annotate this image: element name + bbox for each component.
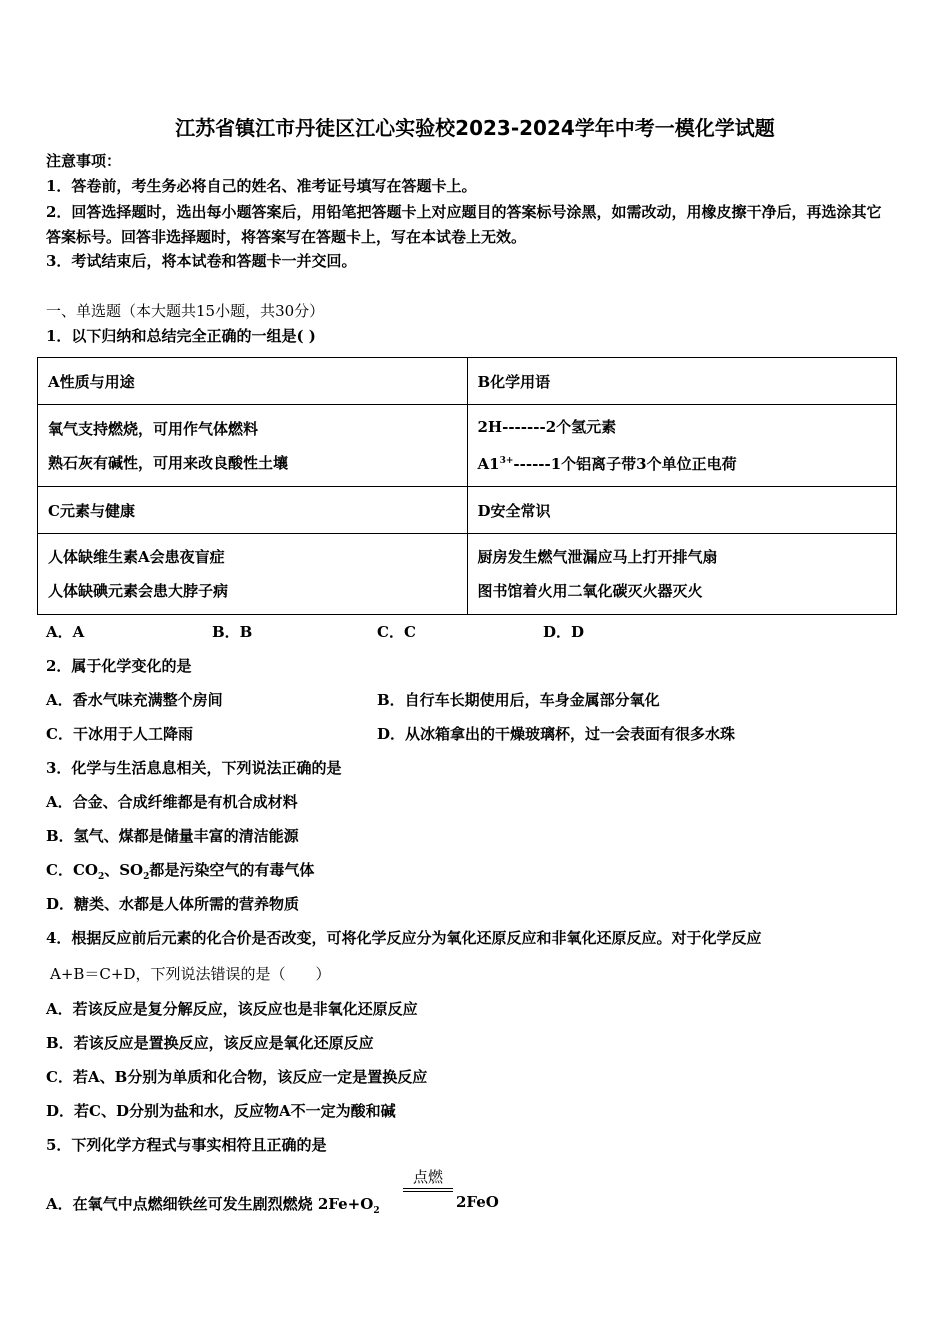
notice-item: 2．回答选择题时，选出每小题答案后，用铅笔把答题卡上对应题目的答案标号涂黑，如需改动，用橡皮擦干净后，再选涂其它答案标号。回答非选择题时，将答案写在答题卡上，写在本试卷上无效。 bbox=[46, 203, 882, 246]
q1-table bbox=[37, 357, 897, 615]
question-stem: A+B＝C+D，下列说法错误的是（ ） bbox=[50, 965, 331, 983]
answer-option: A．若该反应是复分解反应，该反应也是非氧化还原反应 bbox=[46, 1000, 418, 1018]
cell-text: 图书馆着火用二氧化碳灭火器灭火 bbox=[477, 582, 703, 600]
table-cell bbox=[38, 534, 468, 615]
answer-option: A．在氧气中点燃细铁丝可发生剧烈燃烧 $2Fe+O_2$ bbox=[46, 1195, 380, 1216]
answer-option: B．B bbox=[212, 623, 253, 641]
reaction-condition bbox=[403, 1166, 453, 1192]
cell-text: 厨房发生燃气泄漏应马上打开排气扇 bbox=[477, 548, 718, 566]
table-cell bbox=[467, 405, 897, 487]
answer-option: C．C bbox=[377, 623, 416, 641]
table-cell bbox=[467, 534, 897, 615]
answer-option: D．D bbox=[543, 623, 585, 641]
table-cell bbox=[467, 487, 897, 534]
question-stem: 5．下列化学方程式与事实相符且正确的是 bbox=[46, 1136, 327, 1154]
cell-heading: C元素与健康 bbox=[48, 501, 135, 520]
cell-heading: B化学用语 bbox=[477, 372, 551, 391]
table-cell bbox=[38, 405, 468, 487]
cell-heading: A性质与用途 bbox=[48, 372, 135, 391]
answer-option: C．$CO_2$、$SO_2$都是污染空气的有毒气体 bbox=[46, 861, 315, 882]
condition-label: 点燃 bbox=[412, 1168, 443, 1186]
answer-option: A．合金、合成纤维都是有机合成材料 bbox=[46, 793, 298, 811]
equals-sign bbox=[403, 1188, 453, 1192]
answer-option: D．若C、D分别为盐和水，反应物A不一定为酸和碱 bbox=[46, 1102, 396, 1120]
table-cell bbox=[38, 487, 468, 534]
answer-option: B．自行车长期使用后，车身金属部分氧化 bbox=[377, 691, 660, 709]
answer-option: B．氢气、煤都是储量丰富的清洁能源 bbox=[46, 827, 299, 845]
notice-heading: 注意事项： bbox=[46, 152, 122, 170]
question-stem: 4．根据反应前后元素的化合价是否改变，可将化学反应分为氧化还原反应和非氧化还原反应。对于化学反应 bbox=[46, 929, 762, 947]
answer-option: A．A bbox=[46, 623, 85, 641]
notice-item: 1．答卷前，考生务必将自己的姓名、准考证号填写在答题卡上。 bbox=[46, 177, 477, 195]
page-title: 江苏省镇江市丹徒区江心实验校2023-2024学年中考一模化学试题 bbox=[175, 116, 775, 140]
question-stem: 2．属于化学变化的是 bbox=[46, 657, 192, 675]
cell-text: 2H-------2个氢元素 bbox=[477, 418, 617, 436]
answer-option: D．从冰箱拿出的干燥玻璃杯，过一会表面有很多水珠 bbox=[377, 725, 736, 743]
cell-heading: D安全常识 bbox=[477, 501, 551, 520]
cell-text: 熟石灰有碱性，可用来改良酸性土壤 bbox=[48, 453, 289, 472]
cell-text: $A1^{3+}------1$个铝离子带3个单位正电荷 bbox=[477, 455, 737, 473]
answer-option: C．干冰用于人工降雨 bbox=[46, 725, 193, 743]
cell-text: 氧气支持燃烧，可用作气体燃料 bbox=[48, 419, 259, 438]
question-stem: 1．以下归纳和总结完全正确的一组是( ) bbox=[46, 327, 316, 345]
table-cell bbox=[467, 358, 897, 405]
answer-option: A．香水气味充满整个房间 bbox=[46, 691, 223, 709]
answer-option: B．若该反应是置换反应，该反应是氧化还原反应 bbox=[46, 1034, 374, 1052]
notice-item: 3．考试结束后，将本试卷和答题卡一并交回。 bbox=[46, 252, 357, 270]
question-stem: 3．化学与生活息息相关，下列说法正确的是 bbox=[46, 759, 342, 777]
section-heading: 一、单选题（本大题共15小题，共30分） bbox=[46, 302, 325, 320]
answer-option: C．若A、B分别为单质和化合物，该反应一定是置换反应 bbox=[46, 1068, 428, 1086]
cell-text: 人体缺碘元素会患大脖子病 bbox=[48, 582, 229, 600]
equation-product: 2FeO bbox=[456, 1193, 499, 1211]
cell-text: 人体缺维生素A会患夜盲症 bbox=[48, 548, 225, 566]
table-cell bbox=[38, 358, 468, 405]
answer-option: D．糖类、水都是人体所需的营养物质 bbox=[46, 895, 300, 913]
